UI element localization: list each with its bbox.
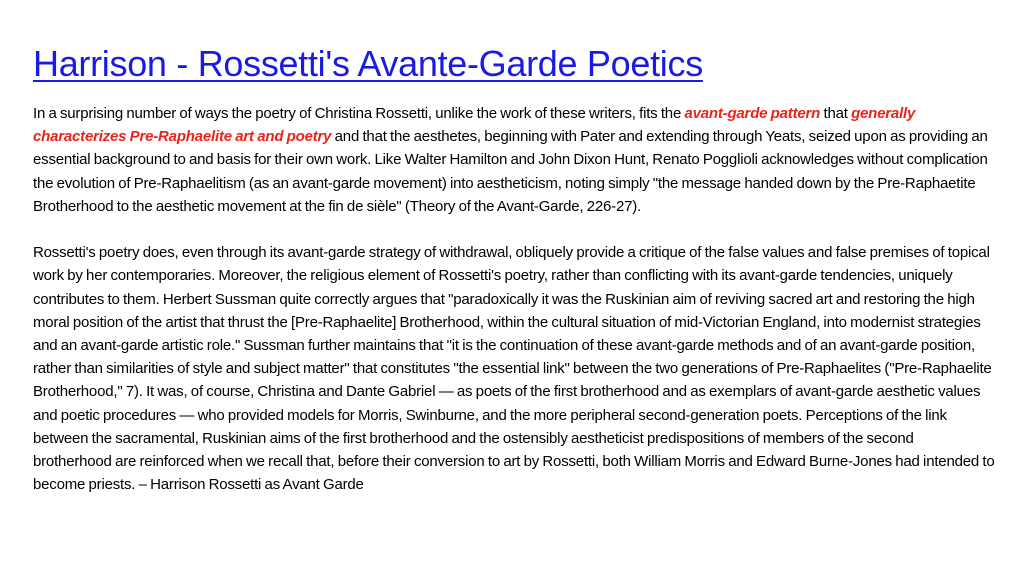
slide-body [33,102,995,496]
paragraph-1 [33,102,995,218]
highlight-pre-raphaelite-art: generally characterizes Pre-Raphaelite art and poetry [33,105,916,146]
paragraph-1-text-c: and that the aesthetes, beginning with Pater and extending through Yeats, seized upon as providing an essential background to and basis for their own work. Like Walter Hamilton and John Dixon Hunt, Renato Pogglioli acknowledges without complication the evolution of Pre-Raphaelitism (as an avant-garde movement) into aestheticism, noting simply "the message handed down by the Pre-Raphaetite Brotherhood to the aesthetic movement at the fin de siѐle" (Theory of the Avant-Garde, 226-27). [33,128,988,215]
paragraph-1-text-a: In a surprising number of ways the poetry of Christina Rossetti, unlike the work of these writers, fits the [33,105,685,122]
highlight-avant-garde-pattern: avant-garde pattern [684,105,821,122]
paragraph-2: Rossetti's poetry does, even through its avant-garde strategy of withdrawal, obliquely provide a critique of the false values and false premises of topical work by her contemporaries. Moreover, the religious element of Rossetti's poetry, rather than conflicting with its avant-garde tendencies, uniquely contributes to them. Herbert Sussman quite correctly argues that "paradoxically it was the Ruskinian aim of reviving sacred art and restoring the high moral position of the artist that thrust the [Pre-Raphaelite] Brotherhood, within the cultural situation of mid-Victorian England, into modernist strategies and an avant-garde artistic role." Sussman further maintains that "it is the continuation of these avant-garde methods and of an avant-garde position, rather than similarities of style and subject matter" that constitutes "the essential link" between the two generations of Pre-Raphaelites ("Pre-Raphaelite Brotherhood," 7). It was, of course, Christina and Dante Gabriel — as poets of the first brotherhood and as exemplars of avant-garde aesthetic values and poetic procedures — who provided models for Morris, Swinburne, and the more peripheral second-generation poets. Perceptions of the link between the sacramental, Ruskinian aims of the first brotherhood and the ostensibly aestheticist predispositions of members of the second brotherhood are reinforced when we recall that, before their conversion to art by Rossetti, both William Morris and Edward Burne-Jones had intended to become priests. – Harrison Rossetti as Avant Garde [33,244,995,494]
paragraph-1-text-b: that [820,105,852,122]
slide-title[interactable]: Harrison - Rossetti's Avante-Garde Poetics [33,43,703,84]
